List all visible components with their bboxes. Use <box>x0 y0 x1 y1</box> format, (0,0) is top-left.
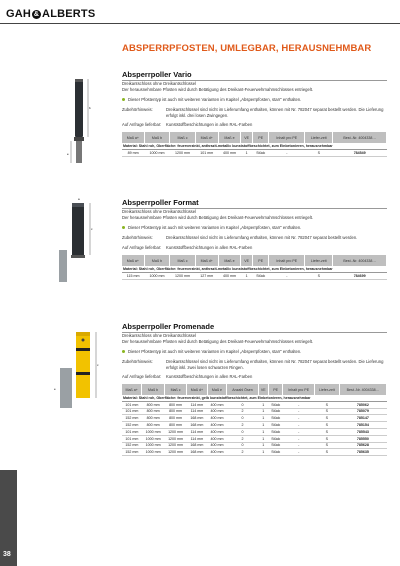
table-row <box>122 428 387 435</box>
cell: 800 mm <box>142 415 164 422</box>
cell: Stück <box>268 422 283 429</box>
cell: 400 mm <box>218 272 241 279</box>
cell: S <box>314 449 339 456</box>
cell: 1 <box>258 408 268 415</box>
article-number: 785628 <box>339 442 386 449</box>
product-promenade <box>122 322 387 456</box>
cell: - <box>283 408 314 415</box>
column-header: Maß d+ <box>187 384 207 395</box>
cell: 2 <box>227 435 258 442</box>
article-number: 784549 <box>333 149 387 156</box>
cell: 400 mm <box>207 442 227 449</box>
cell: 114 mm <box>187 408 207 415</box>
column-header: PE <box>252 255 269 266</box>
table-header-row <box>122 384 387 395</box>
svg-text:c: c <box>91 227 93 231</box>
cell: S <box>314 428 339 435</box>
table-row <box>122 408 387 415</box>
cell: 1200 mm <box>164 435 186 442</box>
cell: 0 <box>227 415 258 422</box>
product-desc-line: Der herausnehmbare Pfosten wird durch Betätigung des Dreikant-Feuerwehrnahmschlosses entriegelt. <box>122 215 314 220</box>
cell: - <box>283 428 314 435</box>
accessory-info <box>122 235 387 241</box>
cell: 152 mm <box>122 442 142 449</box>
svg-text:e: e <box>67 152 69 156</box>
cell: 1000 mm <box>142 435 164 442</box>
cell: 101 mm <box>122 401 142 408</box>
cell: 101 mm <box>195 149 218 156</box>
table-row <box>122 401 387 408</box>
cell: 168 mm <box>187 422 207 429</box>
column-header: Maß b <box>144 255 170 266</box>
cell: Stück <box>268 449 283 456</box>
cell: 114 mm <box>187 428 207 435</box>
product-image-promenade <box>40 328 120 428</box>
cell: S <box>314 408 339 415</box>
article-number: 785062 <box>339 401 386 408</box>
logo-left: GAH <box>6 8 32 20</box>
kv-value: Kunststoffbeschichtungen in allen RAL-Farben <box>166 374 253 379</box>
cell: 800 mm <box>164 401 186 408</box>
material-row: Material: Stahl roh, Oberfläche: feuerverzinkt, anthrazit-metallic kunststoffbeschichtet, zum Einbetonieren, herausnehmbar <box>122 266 387 272</box>
cell: 1 <box>258 449 268 456</box>
cell: 1200 mm <box>164 449 186 456</box>
cell: 114 mm <box>187 401 207 408</box>
column-header: Inhalt pro PE <box>269 132 305 143</box>
article-number: 785154 <box>339 422 386 429</box>
column-header: Maß c <box>170 132 196 143</box>
bullet-icon <box>122 350 125 353</box>
article-number: 784699 <box>333 272 387 279</box>
column-header: Maß d+ <box>195 132 218 143</box>
column-header: Best.-Nr. 4004338… <box>339 384 386 395</box>
product-desc-line: Der herausnehmbare Pfosten wird durch Betätigung des Dreikant-Feuerwehrnahmschlosses entriegelt. <box>122 87 314 92</box>
svg-text:c: c <box>97 363 99 367</box>
bullet-icon <box>122 98 125 101</box>
spec-table <box>122 132 387 157</box>
product-desc-line: Dreikantschloss ohne Dreikantschlüssel <box>122 209 197 214</box>
cell: 101 mm <box>122 435 142 442</box>
product-title: Absperrpoller Promenade <box>122 322 387 333</box>
cell: 168 mm <box>187 415 207 422</box>
article-number: 785543 <box>339 428 386 435</box>
cell: Stück <box>268 442 283 449</box>
available-on-request <box>122 245 387 251</box>
cell: Stück <box>268 415 283 422</box>
cell: - <box>283 401 314 408</box>
cell: 1 <box>258 415 268 422</box>
cell: 2 <box>227 422 258 429</box>
cell: Stück <box>268 428 283 435</box>
svg-text:b: b <box>89 106 91 110</box>
product-desc-line: Der herausnehmbare Pfosten wird durch Betätigung des Dreikant-Feuerwehrnahmschlosses entriegelt. <box>122 339 314 344</box>
column-header: Maß a+ <box>122 255 144 266</box>
accessory-info <box>122 359 387 371</box>
material-row: Material: Stahl roh, Oberfläche: feuerverzinkt, anthrazit-metallic kunststoffbeschichtet, zum Einbetonieren, herausnehmbar <box>122 143 387 149</box>
accessory-info <box>122 107 387 119</box>
kv-value: Dreikantschlüssel sind nicht im Lieferumfang enthalten, können mit Nr. 782047 separat bestellt werden. Die Lieferung erfolgt inkl. drei losen Zwingegen. <box>166 107 384 118</box>
article-number: 785147 <box>339 415 386 422</box>
cell: 101 mm <box>122 428 142 435</box>
product-desc-line: Dreikantschloss ohne Dreikantschlüssel <box>122 81 197 86</box>
column-header: PE <box>252 132 269 143</box>
cell: 152 mm <box>122 449 142 456</box>
product-note-text: Dieser Pfostentyp ist auch mit weiteren Varianten im Kapitel „Absperrpfosten, starr“ enthalten. <box>128 97 302 102</box>
kv-key: Zubehörhinweis: <box>122 107 153 112</box>
cell: Stück <box>268 408 283 415</box>
column-header: Inhalt pro PE <box>269 255 305 266</box>
cell: 152 mm <box>122 422 142 429</box>
svg-text:a: a <box>78 197 80 201</box>
cell: S <box>305 149 333 156</box>
product-note-text: Dieser Pfostentyp ist auch mit weiteren Varianten im Kapitel „Absperrpfosten, starr“ enthalten. <box>128 349 302 354</box>
cell: 1000 mm <box>144 272 170 279</box>
cell: 400 mm <box>207 422 227 429</box>
cell: 400 mm <box>207 401 227 408</box>
column-header: PE <box>268 384 283 395</box>
cell: S <box>305 272 333 279</box>
cell: 115 mm <box>122 272 144 279</box>
cell: 800 mm <box>164 415 186 422</box>
cell: 1200 mm <box>164 428 186 435</box>
brand-logo <box>6 8 95 20</box>
column-header: Maß a+ <box>122 384 142 395</box>
available-on-request <box>122 374 387 380</box>
cell: 800 mm <box>164 408 186 415</box>
column-header: Maß e <box>218 132 241 143</box>
cell: 400 mm <box>207 415 227 422</box>
cell: 1200 mm <box>170 149 196 156</box>
cell: - <box>283 422 314 429</box>
kv-key: Auf Anfrage lieferbar: <box>122 374 162 379</box>
cell: 1 <box>258 442 268 449</box>
cell: 1000 mm <box>142 449 164 456</box>
cell: 800 mm <box>164 422 186 429</box>
article-number: 785550 <box>339 435 386 442</box>
column-header: Best.-Nr. 4004338… <box>333 255 387 266</box>
cell: 0 <box>227 401 258 408</box>
cell: 800 mm <box>142 401 164 408</box>
cell: 400 mm <box>218 149 241 156</box>
cell: Stück <box>252 272 269 279</box>
cell: S <box>314 442 339 449</box>
product-image-format <box>50 195 120 295</box>
cell: 1000 mm <box>142 428 164 435</box>
cell: - <box>269 272 305 279</box>
table-row <box>122 272 387 279</box>
svg-text:e: e <box>54 387 56 391</box>
cell: 1000 mm <box>144 149 170 156</box>
cell: 800 mm <box>142 422 164 429</box>
cell: S <box>314 422 339 429</box>
kv-key: Auf Anfrage lieferbar: <box>122 245 162 250</box>
spec-table <box>122 384 387 456</box>
column-header: Liefer-zeit <box>305 255 333 266</box>
column-header: Liefer-zeit <box>314 384 339 395</box>
cell: 400 mm <box>207 449 227 456</box>
cell: 0 <box>227 428 258 435</box>
product-note <box>122 97 387 103</box>
cell: 1200 mm <box>164 442 186 449</box>
page-title: ABSPERRPFOSTEN, UMLEGBAR, HERAUSNEHMBAR <box>122 43 372 54</box>
cell: 168 mm <box>187 442 207 449</box>
column-header: VE <box>241 255 253 266</box>
cell: 1 <box>258 401 268 408</box>
cell: 2 <box>227 408 258 415</box>
column-header: VE <box>258 384 268 395</box>
cell: 0 <box>227 442 258 449</box>
cell: 1 <box>241 272 253 279</box>
cell: - <box>269 149 305 156</box>
cell: 168 mm <box>187 449 207 456</box>
logo-ampersand: & <box>33 11 40 18</box>
cell: 114 mm <box>187 435 207 442</box>
kv-value: Dreikantschlüssel sind nicht im Lieferumfang enthalten, können mit Nr. 782047 separat bestellt werden. Die Lieferung erfolgt inkl. zwei losen schwarzen Ringen. <box>166 359 384 370</box>
kv-key: Zubehörhinweis: <box>122 235 153 240</box>
cell: 400 mm <box>207 428 227 435</box>
spec-table <box>122 255 387 280</box>
product-format <box>122 198 387 280</box>
table-row <box>122 435 387 442</box>
table-header-row <box>122 132 387 143</box>
cell: 101 mm <box>122 408 142 415</box>
cell: 400 mm <box>207 408 227 415</box>
page-side-bar <box>0 470 17 566</box>
article-number: 785635 <box>339 449 386 456</box>
cell: Stück <box>268 401 283 408</box>
available-on-request <box>122 122 387 128</box>
cell: 152 mm <box>122 415 142 422</box>
cell: 127 mm <box>195 272 218 279</box>
cell: S <box>314 401 339 408</box>
product-desc-line: Dreikantschloss ohne Dreikantschlüssel <box>122 333 197 338</box>
cell: 1 <box>241 149 253 156</box>
column-header: Best.-Nr. 4004338… <box>333 132 387 143</box>
cell: - <box>283 415 314 422</box>
product-note <box>122 225 387 231</box>
cell: S <box>314 415 339 422</box>
cell: 400 mm <box>207 435 227 442</box>
cell: - <box>283 449 314 456</box>
column-header: Anzahl Ösen <box>227 384 258 395</box>
product-title: Absperrpoller Vario <box>122 70 387 81</box>
cell: - <box>283 435 314 442</box>
product-note <box>122 349 387 355</box>
column-header: Maß a+ <box>122 132 144 143</box>
column-header: Maß e <box>207 384 227 395</box>
cell: 800 mm <box>142 408 164 415</box>
column-header: Maß e <box>218 255 241 266</box>
article-number: 785079 <box>339 408 386 415</box>
column-header: Liefer-zeit <box>305 132 333 143</box>
kv-key: Auf Anfrage lieferbar: <box>122 122 162 127</box>
table-row <box>122 422 387 429</box>
cell: - <box>283 442 314 449</box>
kv-value: Dreikantschlüssel sind nicht im Lieferumfang enthalten, können mit Nr. 782047 separat bestellt werden. <box>166 235 358 240</box>
cell: 89 mm <box>122 149 144 156</box>
column-header: Maß b <box>142 384 164 395</box>
product-vario <box>122 70 387 157</box>
table-row <box>122 149 387 156</box>
material-row: Material: Stahl roh, Oberfläche: feuerverzinkt, gelb kunststoffbeschichtet, zum Einbetonieren, herausnehmbar <box>122 395 387 401</box>
column-header: Maß d+ <box>195 255 218 266</box>
header-rule <box>0 23 400 24</box>
kv-value: Kunststoffbeschichtungen in allen RAL-Farben <box>166 122 253 127</box>
kv-value: Kunststoffbeschichtungen in allen RAL-Farben <box>166 245 253 250</box>
cell: S <box>314 435 339 442</box>
table-row <box>122 442 387 449</box>
table-row <box>122 449 387 456</box>
cell: 1 <box>258 428 268 435</box>
cell: Stück <box>268 435 283 442</box>
cell: 1200 mm <box>170 272 196 279</box>
cell: 1 <box>258 422 268 429</box>
cell: Stück <box>252 149 269 156</box>
table-row <box>122 415 387 422</box>
page-number: 38 <box>3 551 11 558</box>
cell: 1 <box>258 435 268 442</box>
kv-key: Zubehörhinweis: <box>122 359 153 364</box>
product-image-vario <box>55 75 115 170</box>
column-header: Maß c <box>164 384 186 395</box>
cell: 1000 mm <box>142 442 164 449</box>
column-header: Maß c <box>170 255 196 266</box>
logo-right: ALBERTS <box>42 8 96 20</box>
product-note-text: Dieser Pfostentyp ist auch mit weiteren Varianten im Kapitel „Absperrpfosten, starr“ enthalten. <box>128 225 302 230</box>
column-header: VE <box>241 132 253 143</box>
table-header-row <box>122 255 387 266</box>
column-header: Maß b <box>144 132 170 143</box>
bullet-icon <box>122 226 125 229</box>
column-header: Inhalt pro PE <box>283 384 314 395</box>
product-title: Absperrpoller Format <box>122 198 387 209</box>
cell: 2 <box>227 449 258 456</box>
